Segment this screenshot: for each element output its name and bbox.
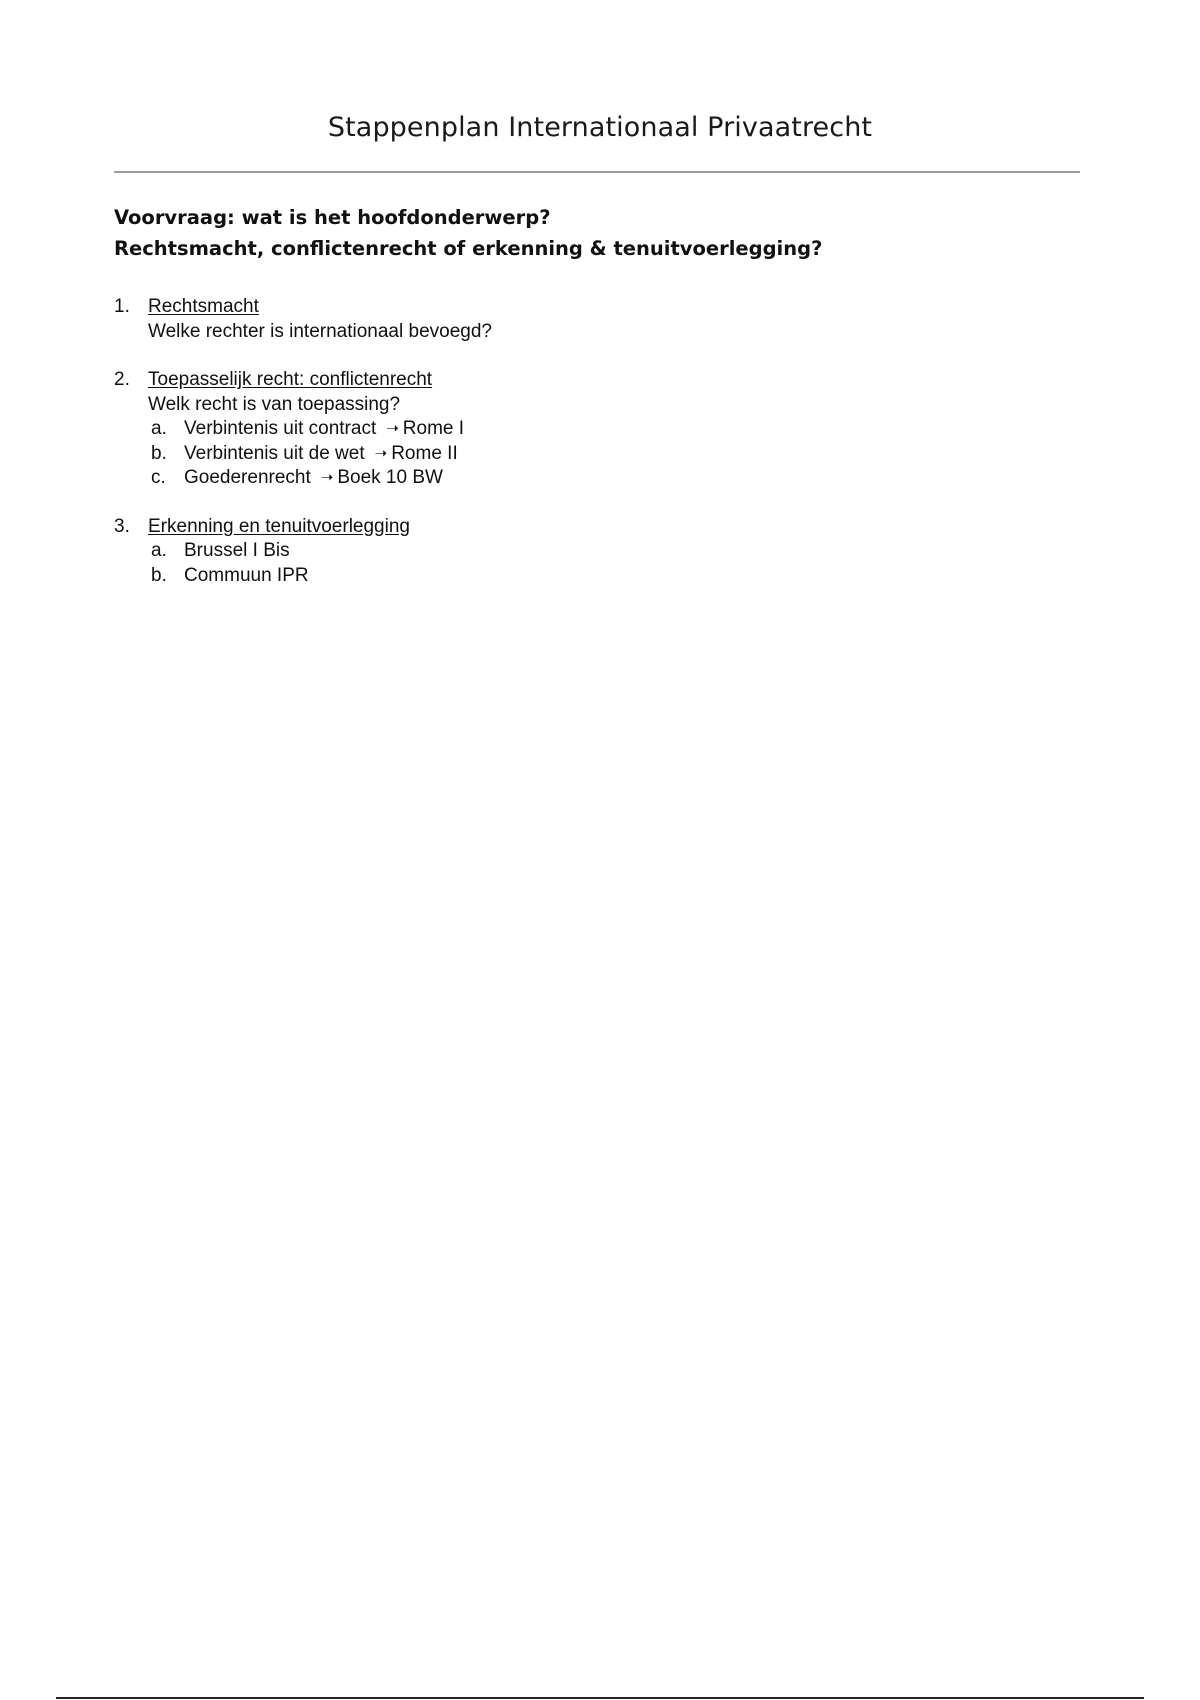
footer-divider (56, 1697, 1144, 1699)
item-text: Verbintenis uit contract (184, 418, 377, 439)
step-heading: Erkenning en tenuitvoerlegging (148, 515, 410, 537)
step-heading: Toepasselijk recht: conflictenrecht (148, 369, 433, 390)
step-question: Welke rechter is internationaal bevoegd? (148, 320, 492, 342)
list-item (148, 417, 492, 442)
item-text: Verbintenis uit de wet (184, 442, 365, 464)
list-item (148, 539, 492, 564)
item-text: Commuun IPR (184, 564, 309, 586)
item-target: Rome I (402, 418, 465, 439)
item-letter: b. (151, 564, 167, 586)
step-toepasselijk-recht (114, 368, 492, 491)
document-title: Stappenplan Internationaal Privaatrecht (327, 112, 873, 143)
step-question: Welk recht is van toepassing? (148, 393, 401, 415)
arrow-right-icon: ➝ (320, 469, 334, 486)
item-letter: b. (151, 442, 167, 464)
arrow-right-icon: ➝ (374, 444, 388, 462)
item-letter: a. (151, 540, 167, 561)
prequestion-line-2: Rechtsmacht, conflictenrecht of erkenning & tenuitvoerlegging? (114, 237, 823, 260)
step-number: 1. (114, 296, 130, 317)
step-erkenning (114, 515, 492, 589)
item-letter: a. (151, 418, 167, 439)
sub-list (148, 539, 492, 588)
step-heading: Rechtsmacht (148, 296, 259, 317)
item-target: Rome II (391, 442, 458, 464)
sub-list (148, 417, 492, 491)
arrow-right-icon: ➝ (386, 420, 399, 437)
prequestion-block (114, 202, 822, 264)
list-item (148, 466, 492, 491)
list-item (148, 442, 492, 467)
title-divider (114, 171, 1080, 173)
step-rechtsmacht (114, 295, 492, 344)
step-number: 2. (114, 369, 130, 390)
prequestion-line-1: Voorvraag: wat is het hoofdonderwerp? (114, 206, 551, 229)
list-item (148, 564, 492, 589)
steps-list (114, 295, 492, 612)
item-text: Brussel I Bis (184, 540, 290, 561)
item-letter: c. (151, 467, 166, 488)
item-target: Boek 10 BW (337, 467, 443, 488)
item-text: Goederenrecht (184, 467, 311, 488)
step-number: 3. (114, 515, 130, 537)
